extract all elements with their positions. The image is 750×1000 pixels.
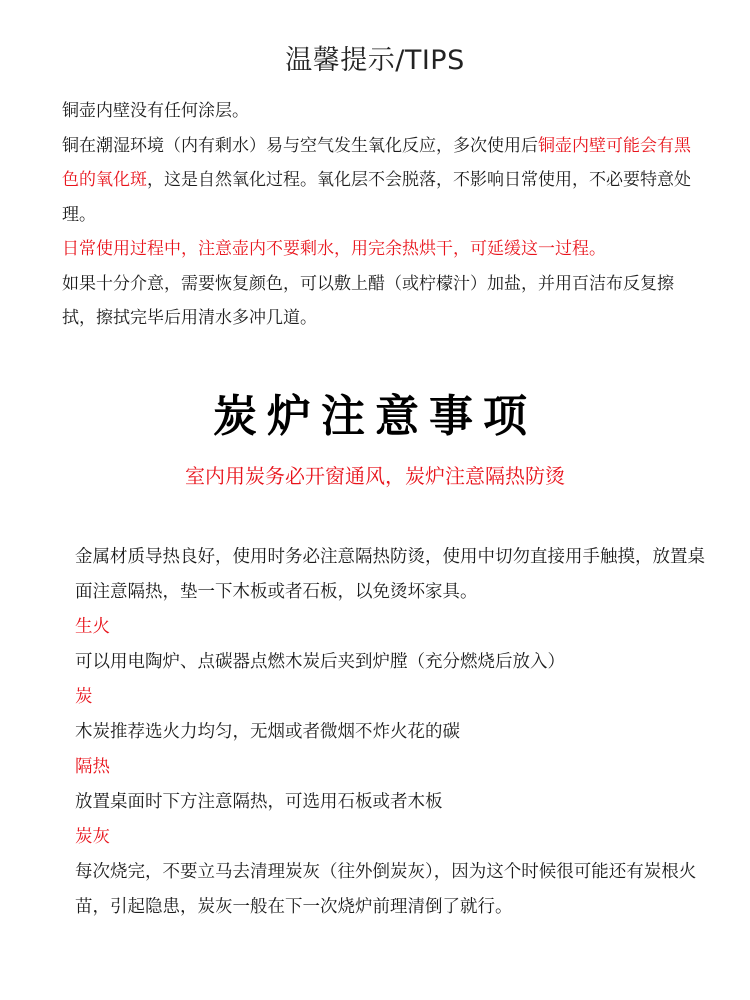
section-title: 炭炉注意事项 <box>213 391 537 442</box>
tips-oxidation-text: 铜在潮湿环境（内有剩水）易与空气发生氧化反应，多次使用后 <box>62 135 538 156</box>
note-text: 木炭推荐选火力均匀，无烟或者微烟不炸火花的碳 <box>75 722 460 742</box>
note-heading: 炭 <box>75 687 93 707</box>
tips-line-daily-use: 日常使用过程中，注意壶内不要剩水，用完余热烘干，可延缓这一过程。 <box>62 239 606 259</box>
section-subtitle: 室内用炭务必开窗通风，炭炉注意隔热防烫 <box>185 464 565 488</box>
tips-oxidation-tail: ，这是自然氧化过程。氧化层不会脱落，不影响日常使用，不必要特意处理。 <box>62 170 691 225</box>
note-heading: 生火 <box>75 617 110 637</box>
tips-line-oxidation <box>62 129 702 233</box>
notes-body <box>75 540 705 925</box>
tips-body <box>62 94 702 336</box>
note-heading: 炭灰 <box>75 827 110 847</box>
note-heading: 隔热 <box>75 757 110 777</box>
tips-line-restore: 如果十分介意，需要恢复颜色，可以敷上醋（或柠檬汁）加盐，并用百洁布反复擦拭，擦拭完毕后用清水多冲几道。 <box>62 273 674 328</box>
note-text: 每次烧完，不要立马去清理炭灰（往外倒炭灰），因为这个时候很可能还有炭根火苗，引起隐患，炭灰一般在下一次烧炉前理清倒了就行。 <box>75 862 697 917</box>
note-text: 可以用电陶炉、点碳器点燃木炭后夹到炉膛（充分燃烧后放入） <box>75 652 565 672</box>
tips-line-coating: 铜壶内壁没有任何涂层。 <box>62 101 249 121</box>
notes-intro: 金属材质导热良好，使用时务必注意隔热防烫，使用中切勿直接用手触摸，放置桌面注意隔热，垫一下木板或者石板，以免烫坏家具。 <box>75 547 705 602</box>
note-text: 放置桌面时下方注意隔热，可选用石板或者木板 <box>75 792 443 812</box>
tips-oxidation-highlight: 铜壶内壁可能会有黑色的氧化斑 <box>62 135 691 190</box>
tips-title: 温馨提示/TIPS <box>285 45 465 76</box>
